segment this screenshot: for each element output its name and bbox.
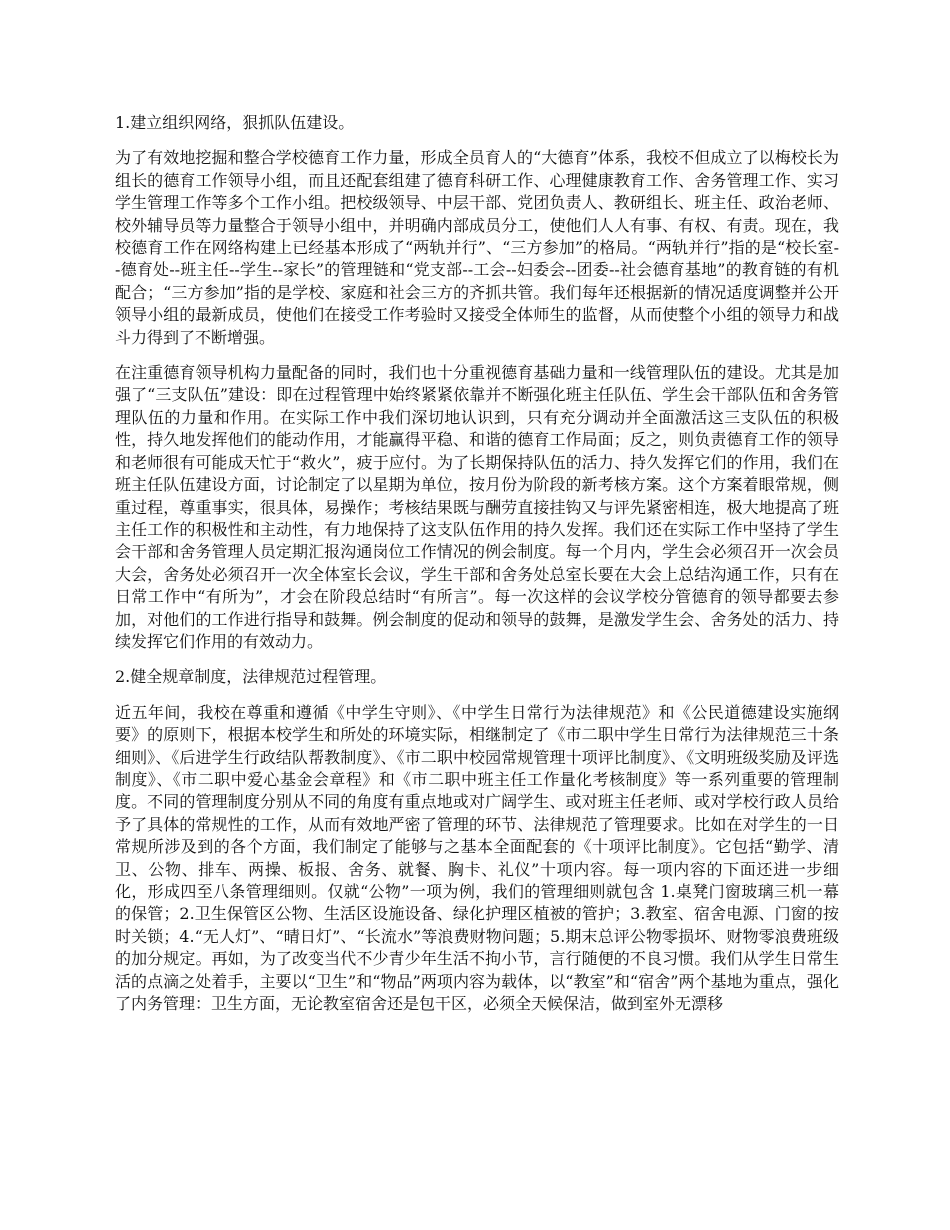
section-2-heading: 2.健全规章制度，法律规范过程管理。 — [115, 667, 387, 687]
section-1-paragraph-2: 在注重德育领导机构力量配备的同时，我们也十分重视德育基础力量和一线管理队伍的建设。尤其是加强了“三支队伍”建设：即在过程管理中始终紧紧依靠并不断强化班主任队伍、学生会干部队伍和舍务管理队伍的力量和作用。在实际工作中我们深切地认识到，只有充分调动并全面激活这三支队伍的积极性，持久地发挥他们的能动作用，才能赢得平稳、和谐的德育工作局面；反之，则负责德育工作的领导和老师很有可能成天忙于“救火”，疲于应付。为了长期保持队伍的活力、持久发挥它们的作用，我们在班主任队伍建设方面，讨论制定了以星期为单位，按月份为阶段的新考核方案。这个方案着眼常规，侧重过程，尊重事实，很具体，易操作；考核结果既与酬劳直接挂钩又与评先紧密相连，极大地提高了班主任工作的积极性和主动性，有力地保持了这支队伍作用的持久发挥。我们还在实际工作中坚持了学生会干部和舍务管理人员定期汇报沟通岗位工作情况的例会制度。每一个月内，学生会必须召开一次会员大会，舍务处必须召开一次全体室长会议，学生干部和舍务处总室长要在大会上总结沟通工作，只有在日常工作中“有所为”，才会在阶段总结时“有所言”。每一次这样的会议学校分管德育的领导都要去参加，对他们的工作进行指导和鼓舞。例会制度的促动和领导的鼓舞，是激发学生会、舍务处的活力、持续发挥它们作用的有效动力。 — [115, 363, 839, 651]
section-2-paragraph-1: 近五年间，我校在尊重和遵循《中学生守则》、《中学生日常行为法律规范》和《公民道德建设实施纲要》的原则下，根据本校学生和所处的环境实际，相继制定了《市二职中学生日常行为法律规范三十条细则》、《后进学生行政结队帮教制度》、《市二职中校园常规管理十项评比制度》、《文明班级奖励及评选制度》、《市二职中爱心基金会章程》和《市二职中班主任工作量化考核制度》等一系列重要的管理制度。不同的管理制度分别从不同的角度有重点地或对广阔学生、或对班主任老师、或对学校行政人员给予了具体的常规性的工作，从而有效地严密了管理的环节、法律规范了管理要求。比如在对学生的一日常规所涉及到的各个方面，我们制定了能够与之基本全面配套的《十项评比制度》。它包括“勤学、清卫、公物、排车、两操、板报、舍务、就餐、胸卡、礼仪”十项内容。每一项内容的下面还进一步细化，形成四至八条管理细则。仅就“公物”一项为例，我们的管理细则就包含 1.桌凳门窗玻璃三机一幕的保管；2.卫生保管区公物、生活区设施设备、绿化护理区植被的管护；3.教室、宿舍电源、门窗的按时关锁；4.“无人灯”、“晴日灯”、“长流水”等浪费财物问题；5.期末总评公物零损坏、财物零浪费班级的加分规定。再如，为了改变当代不少青少年生活不拘小节，言行随便的不良习惯。我们从学生日常生活的点滴之处着手，主要以“卫生”和“物品”两项内容为载体，以“教室”和“宿舍”两个基地为重点，强化了内务管理：卫生方面，无论教室宿舍还是包干区，必须全天候保洁，做到室外无漂移 — [115, 702, 839, 1014]
section-1-paragraph-1: 为了有效地挖掘和整合学校德育工作力量，形成全员育人的“大德育”体系，我校不但成立了以梅校长为组长的德育工作领导小组，而且还配套组建了德育科研工作、心理健康教育工作、舍务管理工作、实习学生管理工作等多个工作小组。把校级领导、中层干部、党团负责人、教研组长、班主任、政治老师、校外辅导员等力量整合于领导小组中，并明确内部成员分工，使他们人人有事、有权、有责。现在，我校德育工作在网络构建上已经基本形成了“两轨并行”、“三方参加”的格局。“两轨并行”指的是“校长室--德育处--班主任--学生--家长”的管理链和“党支部--工会--妇委会--团委--社会德育基地”的教育链的有机配合；“三方参加”指的是学校、家庭和社会三方的齐抓共管。我们每年还根据新的情况适度调整并公开领导小组的最新成员，使他们在接受工作考验时又接受全体师生的监督，从而使整个小组的领导力和战斗力得到了不断增强。 — [115, 148, 839, 347]
section-1-heading: 1.建立组织网络，狠抓队伍建设。 — [115, 113, 355, 132]
document-body — [115, 112, 839, 1028]
